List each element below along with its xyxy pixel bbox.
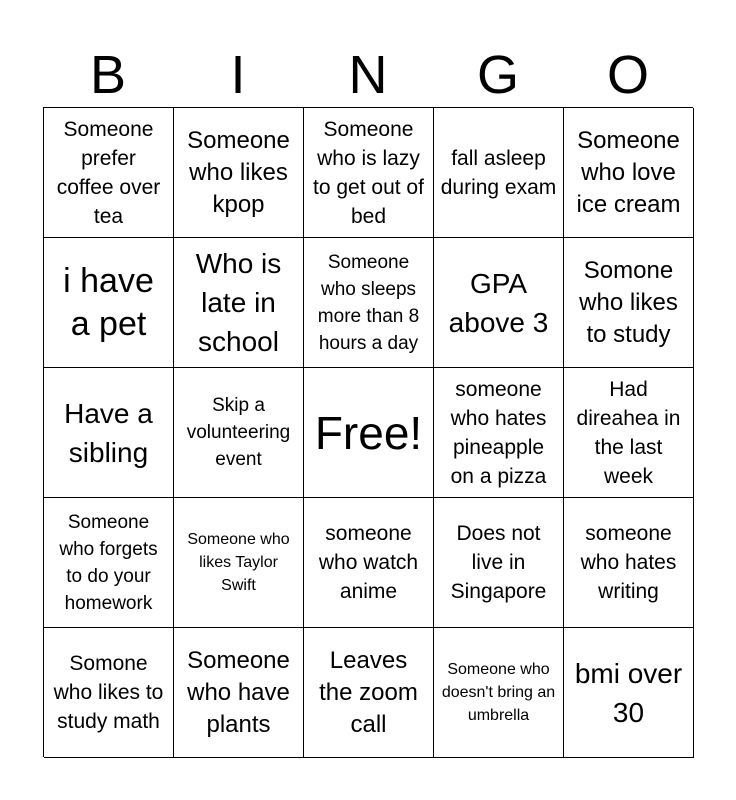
cell-text: Someone who love ice cream — [576, 126, 681, 218]
cell-text: Someone prefer coffee over tea — [56, 117, 161, 228]
free-label: Free! — [314, 406, 423, 459]
bingo-cell[interactable] — [304, 238, 434, 368]
cell-text: Someone who is lazy to get out of bed — [313, 117, 424, 228]
bingo-cell[interactable] — [434, 628, 564, 758]
bingo-cell[interactable] — [44, 628, 174, 758]
bingo-cell[interactable] — [434, 498, 564, 628]
cell-text: Does not live in Singapore — [450, 522, 547, 603]
bingo-cell[interactable] — [564, 628, 694, 758]
cell-text: Someone who doesn't bring an umbrella — [441, 661, 556, 724]
bingo-board — [43, 107, 693, 757]
cell-text: Who is late in school — [195, 248, 282, 357]
cell-text: someone who watch anime — [318, 522, 419, 603]
cell-text: Someone who likes Taylor Swift — [187, 531, 290, 594]
header-letter-i: I — [230, 45, 246, 105]
cell-text: i have a pet — [63, 261, 154, 343]
cell-text: fall asleep during exam — [440, 146, 557, 199]
cell-text: someone who hates writing — [580, 522, 677, 603]
bingo-cell[interactable] — [564, 498, 694, 628]
cell-text: Someone who have plants — [187, 646, 290, 738]
free-cell[interactable] — [304, 368, 434, 498]
cell-text: Somone who likes to study — [579, 256, 678, 348]
bingo-cell[interactable] — [174, 628, 304, 758]
cell-text: Have a sibling — [64, 397, 153, 468]
bingo-header — [43, 44, 693, 106]
bingo-cell[interactable] — [174, 368, 304, 498]
cell-text: someone who hates pineapple on a pizza — [450, 377, 547, 488]
bingo-cell[interactable] — [174, 238, 304, 368]
cell-text: Someone who sleeps more than 8 hours a day — [317, 251, 420, 354]
bingo-cell[interactable] — [44, 368, 174, 498]
bingo-cell[interactable] — [564, 108, 694, 238]
bingo-cell[interactable] — [434, 238, 564, 368]
bingo-cell[interactable] — [564, 368, 694, 498]
cell-text: Leaves the zoom call — [319, 646, 418, 738]
cell-text: GPA above 3 — [448, 267, 549, 338]
bingo-cell[interactable] — [44, 238, 174, 368]
cell-text: Skip a volunteering event — [186, 395, 291, 470]
bingo-cell[interactable] — [174, 498, 304, 628]
bingo-cell[interactable] — [44, 498, 174, 628]
header-letter-n: N — [348, 45, 388, 105]
cell-text: Had direahea in the last week — [576, 377, 681, 488]
bingo-cell[interactable] — [434, 368, 564, 498]
bingo-cell[interactable] — [174, 108, 304, 238]
cell-text: Somone who likes to study math — [53, 652, 164, 733]
bingo-cell[interactable] — [304, 498, 434, 628]
bingo-cell[interactable] — [44, 108, 174, 238]
cell-text: Someone who forgets to do your homework — [59, 511, 158, 614]
bingo-cell[interactable] — [304, 628, 434, 758]
header-letter-o: O — [606, 45, 649, 105]
header-letter-b: B — [89, 45, 127, 105]
bingo-cell[interactable] — [434, 108, 564, 238]
cell-text: Someone who likes kpop — [187, 126, 290, 218]
cell-text: bmi over 30 — [574, 657, 683, 728]
bingo-cell[interactable] — [304, 108, 434, 238]
bingo-cell[interactable] — [564, 238, 694, 368]
header-letter-g: G — [476, 45, 519, 105]
